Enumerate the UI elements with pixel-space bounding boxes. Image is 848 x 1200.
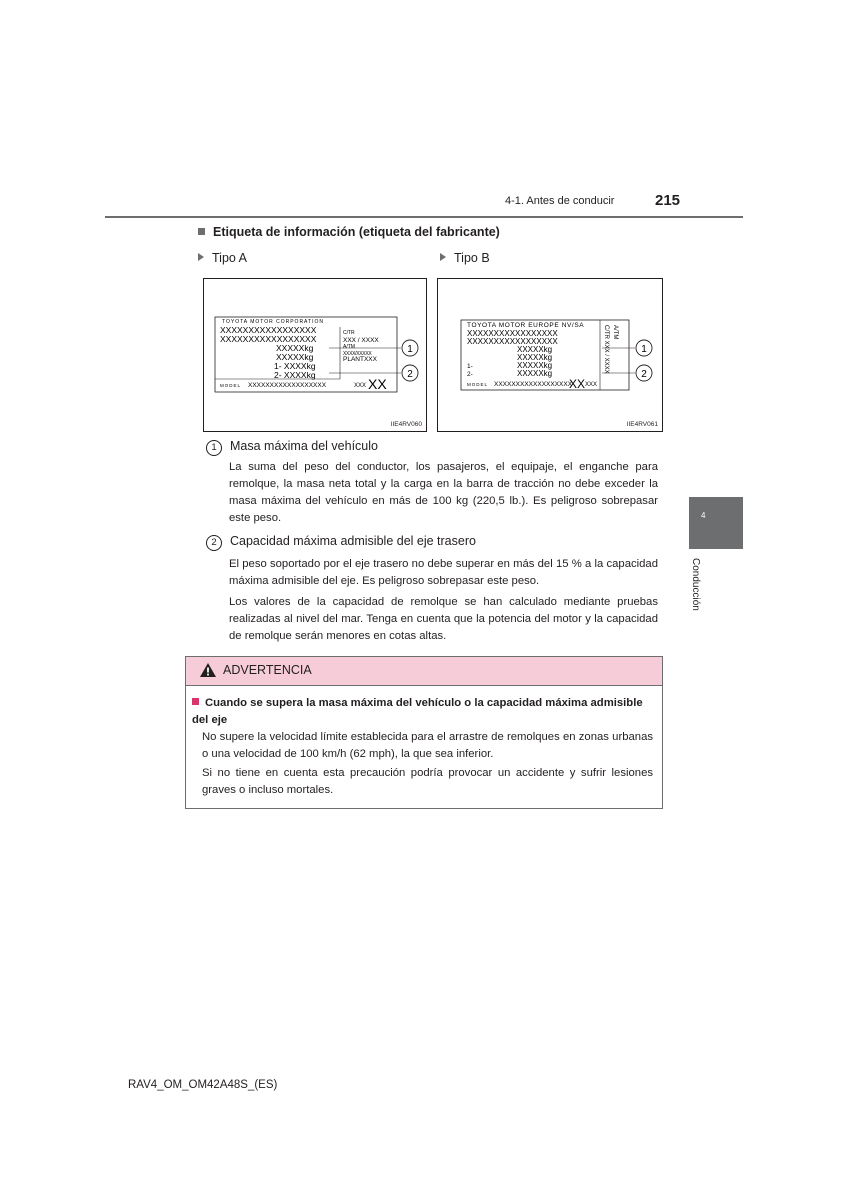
item-1-heading: 1 Masa máxima del vehículo	[206, 439, 378, 456]
figure-code-a: IIE4RV060	[390, 421, 422, 428]
figure-code-b: IIE4RV061	[626, 421, 658, 428]
figure-type-b	[437, 278, 663, 432]
number-1-icon: 1	[206, 440, 222, 456]
pink-square-bullet-icon	[192, 698, 199, 705]
warning-box	[185, 656, 663, 809]
warning-subtitle: Cuando se supera la masa máxima del vehículo o la capacidad máxima admisible del eje	[192, 697, 643, 726]
header-rule	[105, 216, 743, 218]
weight-line-2: XXXXXkg	[517, 353, 553, 362]
svg-text:PLANTXXX: PLANTXXX	[343, 356, 377, 363]
svg-text:A/TM: A/TM	[343, 344, 355, 350]
weight-line-3: 1- XXXXkg	[274, 361, 316, 371]
svg-text:XXX / XXXX: XXX / XXXX	[343, 337, 379, 344]
svg-text:2-: 2-	[467, 371, 473, 378]
svg-text:1: 1	[407, 344, 413, 355]
svg-text:XXXX/XXXXX: XXXX/XXXXX	[343, 351, 372, 357]
svg-text:MODEL: MODEL	[467, 382, 489, 387]
svg-text:1: 1	[641, 344, 647, 355]
svg-text:XXXXXXXXXXXXXXXXXX: XXXXXXXXXXXXXXXXXX	[248, 382, 327, 389]
svg-text:A/TM: A/TM	[612, 325, 618, 340]
type-b-label: Tipo B	[440, 251, 490, 265]
label-illustration-a	[204, 279, 426, 431]
label-illustration-b	[438, 279, 662, 431]
svg-text:2: 2	[407, 369, 413, 380]
vin-line-2: XXXXXXXXXXXXXXXXX	[467, 337, 558, 346]
weight-line-4: 2- XXXXkg	[274, 370, 316, 380]
warning-triangle-icon	[199, 662, 217, 678]
svg-text:C/TR XXX / XXXX: C/TR XXX / XXXX	[603, 325, 609, 374]
svg-text:XXXXXXXXXXXXXXXXXX: XXXXXXXXXXXXXXXXXX	[494, 381, 573, 388]
number-2-icon: 2	[206, 535, 222, 551]
svg-text:XXX: XXX	[585, 382, 598, 388]
figure-type-a	[203, 278, 427, 432]
running-header-section: 4-1. Antes de conducir	[505, 195, 615, 207]
document-footer-code: RAV4_OM_OM42A48S_(ES)	[128, 1079, 278, 1091]
page-number: 215	[655, 192, 681, 209]
svg-text:XX: XX	[569, 377, 586, 391]
item-2-paragraph-2: Los valores de la capacidad de remolque se han calculado mediante pruebas realizadas al nivel del mar. Tenga en cuenta que la potencia del motor y la capacidad de remolque serán menores en cotas altas.	[229, 596, 658, 642]
manufacturer-text: TOYOTA MOTOR CORPORATION	[222, 319, 324, 325]
weight-line-1: XXXXXkg	[517, 345, 553, 354]
square-bullet-icon	[198, 228, 205, 235]
section-title: Etiqueta de información (etiqueta del fabricante)	[198, 225, 500, 239]
warning-header	[186, 657, 662, 686]
triangle-bullet-icon	[440, 253, 446, 261]
weight-line-1: XXXXXkg	[276, 343, 314, 353]
item-2-heading: 2 Capacidad máxima admisible del eje trasero	[206, 534, 476, 551]
chapter-number: 4	[701, 511, 706, 520]
svg-text:XX: XX	[368, 376, 387, 392]
chapter-label: Conducción	[690, 558, 701, 611]
svg-text:XXX: XXX	[354, 383, 367, 389]
svg-text:MODEL: MODEL	[220, 383, 242, 388]
vin-line-1: XXXXXXXXXXXXXXXXX	[220, 325, 317, 335]
weight-line-2: XXXXXkg	[276, 352, 314, 362]
triangle-bullet-icon	[198, 253, 204, 261]
weight-line-4: XXXXXkg	[517, 369, 553, 378]
warning-title: ADVERTENCIA	[223, 663, 312, 677]
item-1-paragraph: La suma del peso del conductor, los pasajeros, el equipaje, el enganche para remolque, la masa neta total y la carga en la barra de tracción no debe exceder la masa máxima del vehículo en más de 100 kg (220,5 lb.). Es peligroso sobrepasar este peso.	[229, 461, 658, 524]
chapter-tab	[689, 497, 743, 549]
type-a-label: Tipo A	[198, 251, 247, 265]
vin-line-2: XXXXXXXXXXXXXXXXX	[220, 334, 317, 344]
item-2-paragraph-1: El peso soportado por el eje trasero no debe superar en más del 15 % a la capacidad máxima admisible del eje. Es peligroso sobrepasar este peso.	[229, 558, 658, 587]
weight-line-3: XXXXXkg	[517, 361, 553, 370]
warning-paragraph-2: Si no tiene en cuenta esta precaución podría provocar un accidente y sufrir lesiones graves o incluso mortales.	[202, 767, 653, 796]
svg-text:C/TR: C/TR	[343, 330, 355, 336]
svg-text:2: 2	[641, 369, 647, 380]
manufacturer-text: TOYOTA MOTOR EUROPE NV/SA	[467, 322, 585, 329]
svg-text:1-: 1-	[467, 363, 473, 370]
vin-line-1: XXXXXXXXXXXXXXXXX	[467, 329, 558, 338]
warning-paragraph-1: No supere la velocidad límite establecida para el arrastre de remolques en zonas urbanas o una velocidad de 100 km/h (62 mph), la que sea inferior.	[202, 731, 653, 760]
